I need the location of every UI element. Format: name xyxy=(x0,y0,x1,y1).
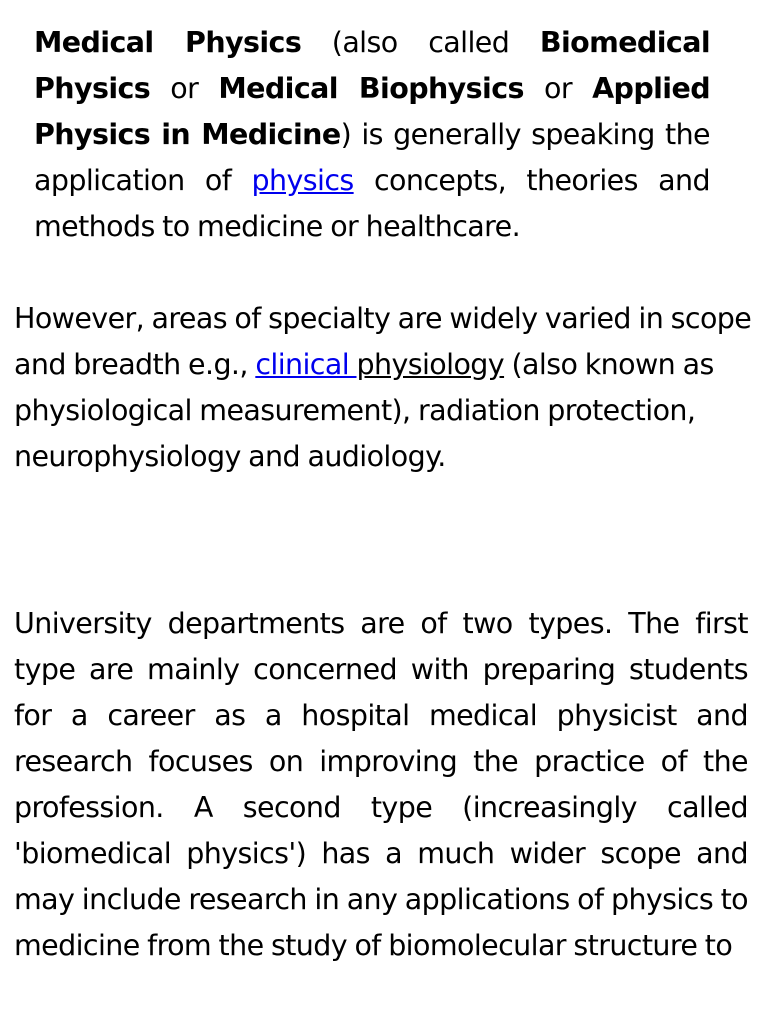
paragraph-university-departments: University departments are of two types. The first type are mainly concerned with preparing students for a career as a hospital medical physicist and research focuses on improving the practice of the profession. A second type (increasingly called 'biomedical physics') has a much wider scope and may include research in any applications of physics to medicine from the study of biomolecular structure to xyxy=(14,607,748,962)
specialty-text-1: However, areas of specialty are widely varied in scope and breadth e.g., xyxy=(14,302,752,381)
specialty-text-2: (also known as physiological measurement), radiation protection, neurophysiology and audiology. xyxy=(14,348,714,473)
link-physics[interactable]: physics xyxy=(251,164,354,197)
physiology-underlined: physiology xyxy=(356,348,505,381)
intro-text-5: concepts, theories and methods to medicine or healthcare. xyxy=(34,164,710,243)
paragraph-specialty xyxy=(14,296,754,480)
term-medical-biophysics: Medical Biophysics xyxy=(218,72,524,105)
intro-text-2: or xyxy=(150,72,219,105)
paragraph-intro xyxy=(34,20,710,250)
intro-text-1: (also called xyxy=(301,26,540,59)
link-clinical[interactable]: clinical xyxy=(255,348,357,381)
term-biomedical-physics: Biomedical Physics xyxy=(34,26,710,105)
intro-text-3: or xyxy=(523,72,593,105)
term-applied-physics-in-medicine: Applied Physics in Medicine xyxy=(34,72,711,151)
term-medical-physics: Medical Physics xyxy=(34,26,302,59)
intro-text-4: ) is generally speaking the application of xyxy=(34,118,710,197)
